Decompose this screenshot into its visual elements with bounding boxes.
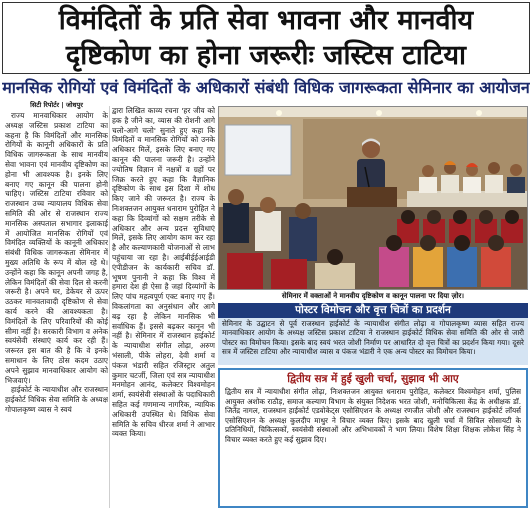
poster-release-title: पोस्टर विमोचन और वृत्त चित्रों का प्रदर्शन [218, 303, 528, 318]
dignitary [419, 177, 437, 193]
dignitary [485, 175, 503, 193]
audience-head [420, 235, 436, 251]
audience-head [479, 210, 493, 224]
dignitary [441, 175, 459, 193]
audience-member [413, 247, 443, 287]
seminar-photo [218, 106, 528, 290]
ceiling-light [476, 110, 482, 116]
headline-line-1: विमंदितों के प्रति सेवा भावना और मानवीय [58, 5, 474, 36]
dignitary [507, 177, 525, 193]
dignitary [463, 177, 481, 193]
audience-member [481, 247, 511, 287]
dignitary-head [422, 165, 434, 177]
audience-member [379, 247, 409, 287]
audience-head [454, 235, 470, 251]
article-column-middle [112, 106, 215, 508]
column-divider [109, 106, 110, 508]
audience-head [295, 203, 311, 219]
second-session-box [218, 368, 528, 508]
audience-head [488, 235, 504, 251]
poster-release-box [218, 303, 528, 365]
audience-head [453, 210, 467, 224]
audience-head [505, 210, 519, 224]
audience-head [386, 235, 402, 251]
photo-caption: सेमिनार में वक्ताओं ने मानवीय दृष्टिकोण व कानून पालना पर दिया ज़ोर। [281, 292, 465, 300]
audience-member [255, 211, 281, 251]
audience-member [223, 203, 249, 243]
audience-member [289, 217, 317, 261]
article-paragraph: हाईकोर्ट के न्यायाधीश और राजस्थान हाईकोर्ट विधिक सेवा समिति के अध्यक्ष गोपालकृष्ण व्यास ने स्वयं [5, 385, 108, 414]
subheadline: मानसिक रोगियों एवं विमंदितों के अधिकारों संबंधी विधिक जागरूकता सेमिनार का आयोजन [2, 78, 530, 97]
article-paragraph: द्वारा लिखित काव्य रचना 'हर जीव को हक है जीने का, व्यास की रोशनी आगे चलो-आगे चलो' सुनाते हुए कहा कि विमंदितों व मानसिक रोगियों को उनके अधिकार मिलें, इसके लिए बनाए गए कानून की पालना जरूरी है। उन्होंने ज्योतिष विज्ञान में नक्षत्रों व ग्रहों पर जिक्र करते हुए कहा कि वैज्ञानिक दृष्टिकोण के साथ इस दिशा में शोध किए जाने की जरूरत है। राज्य के निःशक्तजन आयुक्त धनाराम पुरोहित ने कहा कि दिव्यांगों को सक्षम तरीके से अधिकार और अन्य प्रदत्त सुविधाएं मिलें, इसके लिए आयोग काम कर रहा है और कल्याणकारी योजनाओं से लाभ पहुंचाया जा रहा है। आईबीईईआईडी एंपीडीजन के कार्यकारी सचिव डॉ. भूषण पुनानी ने कहा कि विश्व में हमारा देश ही ऐसा है जहां दिव्यांगों के लिए पांच महत्वपूर्ण एक्ट बनाए गए हैं। विकलांगता का अनुसंधान और आगे बढ़ रहा है लेकिन मानसिक भी सर्वाधिक हैं। इससे बढ़कर कानून भी नहीं है। सेमिनार में राजस्थान हाईकोर्ट के न्यायाधीश संगीत लोढ़ा, अरुण भंसाली, पीके लोहरा, देवी शर्मा व पंकज भंडारी सहित रजिस्ट्रार अतुल कुमार चटर्जी, जिला एवं सत्र न्यायाधीश मनमोहन आनंद, कलेक्टर विश्वमोहन शर्मा, स्वयंसेवी संस्थाओं के पदाधिकारी सहित कई गणमान्य नागरिक, न्यायिक अधिकारी उपस्थित थे। विधिक सेवा समिति के सचिव धीरज शर्मा ने आभार व्यक्त किया। [112, 106, 215, 439]
article-column-left [5, 111, 108, 508]
article-paragraph: राज्य मानवाधिकार आयोग के अध्यक्ष जस्टिस प्रकाश टाटिया का कहना है कि विमंदितों और मानसिक रोगियों के कानूनी अधिकारों के प्रति विधिक जागरूकता के साथ मानवीय सेवा भावना एवं मानवीय दृष्टिकोण का होना भी आवश्यक है। इनके लिए बनाए गए कानून की पालना होनी चाहिए। जस्टिस टाटिया रविवार को राजस्थान उच्च न्यायालय विधिक सेवा समिति की ओर से राजस्थान राज्य मानसिक अस्पताल सभागार इलाकाई में आयोजित मानसिक रोगियों एवं विमंदित व्यक्तियों के कानूनी अधिकार संबंधी विधिक जागरूकता सेमिनार में मुख्य अतिथि के रूप में बोल रहे थे। उन्होंने कहा कि कानून अपनी जगह है, लेकिन विमंदितों की सेवा दिल से करनी जरूरी है। अपने घर, डेकेयर से ऊपर उठकर मानवतावादी दृष्टिकोण से सेवा कार्य करने की आवश्यकता है। विमंदितों के लिए परिवारियों की कोई सीमा नहीं है। सरकारी विभाग व अनेक स्वयंसेवी संस्थाएं कार्य कर रही हैं। जरूरत इस बात की है कि वे इनके समाधान के लिए ठोस कदम उठाए अपने सुझाव मानवाधिकार आयोग को भिजवाएं। [5, 111, 108, 385]
dateline: सिटी रिपोर्टर | जोधपुर [30, 101, 83, 109]
audience-member [447, 247, 477, 287]
headline-block [2, 2, 530, 74]
poster-release-body: सेमिनार के उद्घाटन से पूर्व राजस्थान हाईकोर्ट के न्यायाधीश संगीत लोढ़ा व गोपालकृष्ण व्यास सहित राज्य मानवाधिकार आयोग के अध्यक्ष जस्टिस प्रकाश टाटिया ने राजस्थान हाईकोर्ट विधिक सेवा समिति की ओर से जारी पोस्टर का विमोचन किया। इसके बाद स्वयं भरत जोशी निर्माण पर आधारित दो वृत्त चित्रों का प्रदर्शन किया गया। दूसरे सत्र में जस्टिस टाटिया और न्यायाधीश व्यास व पंकज भंडारी ने एक अन्य पोस्टर का विमोचन किया। [218, 318, 528, 365]
audience-member [315, 263, 355, 289]
audience-head [260, 197, 276, 213]
audience-head [228, 189, 244, 205]
dais-table [407, 191, 527, 207]
second-session-title: द्वितीय सत्र में हुई खुली चर्चा, सुझाव भी आए [287, 373, 459, 385]
second-session-body: द्वितीय सत्र में न्यायाधीश संगीत लोढ़ा, निःशक्तजन आयुक्त धनाराम पुरोहित, कलेक्टर विश्वमोहन शर्मा, पुलिस आयुक्त अशोक राठौड़, समाज कल्याण विभाग के संयुक्त निदेशक भरत जोशी, मनोचिकित्सा केंद्र के अधीक्षक डॉ. जितेंद्र नागल, राजस्थान हाईकोर्ट एडवोकेट्स एसोसिएशन के अध्यक्ष रणजीत जोशी और राजस्थान हाईकोर्ट लॉयर्स एसोसिएशन के अध्यक्ष कुलदीप माथुर ने विचार व्यक्त किए। इसके बाद खुली चर्चा में सिविल सोसायटी के प्रतिनिधियों, चिकित्सकों, स्वयंसेवी संस्थाओं और अभिभावकों ने भाग लिया। विशेष शिक्षा शिक्षक लोकेश सिंह ने विचार व्यक्त करते हुए कई सुझाव दिए। [225, 387, 521, 444]
audience-head [427, 210, 441, 224]
seminar-photo-image [219, 107, 527, 289]
projection-screen [225, 125, 291, 175]
dignitary-head [488, 162, 500, 174]
headline-line-2: दृष्टिकोण का होना जरूरीः जस्टिस टाटिया [65, 40, 467, 71]
red-chair [271, 259, 307, 289]
red-chair [227, 253, 263, 289]
ceiling-light [376, 110, 382, 116]
audience-head [401, 210, 415, 224]
ceiling-light [276, 110, 282, 116]
audience-head [327, 249, 343, 265]
dignitary-head [510, 164, 522, 176]
